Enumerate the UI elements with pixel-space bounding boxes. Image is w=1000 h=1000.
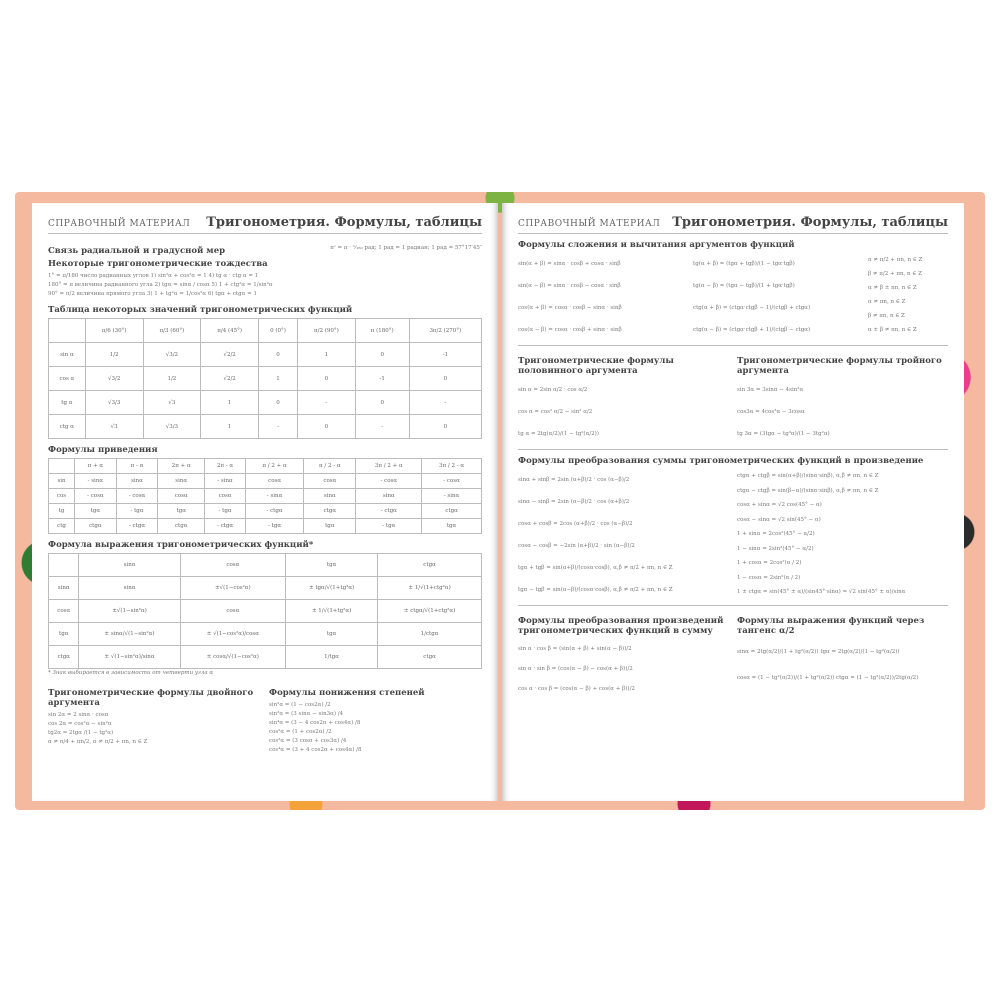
product-to-sum-list [518,639,729,699]
table-cell: - cosα [116,489,158,504]
section-title: Таблица некоторых значений тригонометрических функций [48,305,353,315]
table-cell: ctgα [158,519,205,534]
header-label: СПРАВОЧНЫЙ МАТЕРИАЛ [48,219,191,229]
table-header-cell: π - α [116,459,158,474]
table-header-cell [49,554,79,577]
table-cell: 0 [258,391,297,415]
table-cell: - sinα [245,489,303,504]
table-header-cell: cosα [180,554,285,577]
table-cell: - ctgα [205,519,246,534]
table-cell: - tgα [116,504,158,519]
table-cell: - [409,391,481,415]
table-header-cell: 3π / 2 - α [422,459,482,474]
table-cell: - cosα [75,489,117,504]
formula-line: 1 − sinα = 2sin²(45° − α/2) [737,545,814,552]
formula-line: tg(α − β) = (tgα − tgβ)/(1 + tgα·tgβ) [693,283,795,289]
table-cell: √3/3 [85,391,143,415]
table-cell: 0 [298,415,356,439]
table-cell: ± ctgα/√(1+ctg²α) [378,600,482,623]
table-cell: ± tgα/√(1+tg²α) [286,577,378,600]
table-row [49,519,482,534]
expression-table [48,553,482,669]
values-table [48,318,482,439]
table-row [49,489,482,504]
table-header-cell: 2π - α [205,459,246,474]
table-row [49,504,482,519]
table-cell: 1/2 [85,343,143,367]
sum-to-product-list [518,469,729,601]
table-cell: - cosα [356,474,422,489]
formula-line: ctg(α + β) = (ctgα·ctgβ − 1)/(ctgβ + ctgα) [693,305,811,311]
formula: πᶜ = π · ⁿ⁄₁₈₀ рад; 1 рад = 1 радиан; 1 рад = 57°17′45″ [330,245,482,251]
section-title: Формулы преобразования произведений тригонометрических функций в сумму [518,616,724,636]
formula-line: sin(α + β) = sinα · cosβ + cosα · sinβ [518,261,621,267]
table-cell: cosα [205,489,246,504]
formula-line: tgα + tgβ = sin(α+β)/(cosα·cosβ), α,β ≠ π/2 + πn, n ∈ Z [518,565,673,571]
half-arg-list [518,379,729,445]
section-title: Формулы преобразования суммы тригонометрических функций в произведение [518,456,924,466]
table-row [49,623,482,646]
table-cell: tgα [158,504,205,519]
table-cell: 1/ctgα [378,623,482,646]
table-cell: sinα [158,474,205,489]
table-cell: ctgα [378,646,482,669]
table-cell: ± sinα/√(1−sin²α) [79,623,180,646]
formula-line: cos⁴α = (3 + 4 cos2α + cos4α) /8 [269,747,362,753]
formula-line: α ≠ πn, n ∈ Z [868,299,906,305]
table-cell: 0 [409,415,481,439]
table-row [49,415,482,439]
table-cell: √3/2 [143,343,201,367]
right-page [502,203,964,801]
table-cell: cosα [49,600,79,623]
table-row [49,367,482,391]
table-cell: 0 [355,343,409,367]
table-cell: 1 [201,391,259,415]
double-arg-list [48,711,261,747]
table-header-cell: π/2 (90°) [298,319,356,343]
formula-line: sin α = 2sin α/2 · cos α/2 [518,387,588,393]
table-cell: - cosα [422,474,482,489]
table-cell: - sinα [75,474,117,489]
table-header-cell: 2π + α [158,459,205,474]
table-header-cell: 3π/2 (270°) [409,319,481,343]
table-header-cell: 3π / 2 + α [356,459,422,474]
table-cell: ± cosα/√(1−cos²α) [180,646,285,669]
tangent-addition-formulas [693,253,860,341]
section-title: Формулы сложения и вычитания аргументов функций [518,240,795,250]
formula-line: sinα − sinβ = 2sin (α−β)/2 · cos (α+β)/2 [518,499,630,505]
formula-line: tg 3α = (3tgα − tg³α)/(1 − 3tg²α) [737,431,830,437]
table-header-cell: π/4 (45°) [201,319,259,343]
formula-line: cos³α = (3 cosα + cos3α) /4 [269,738,347,744]
table-row [49,474,482,489]
table-header-cell: sinα [79,554,180,577]
table-cell: tgα [422,519,482,534]
formula-line: tgα − tgβ = sin(α−β)/(cosα·cosβ), α,β ≠ π/2 + πn, n ∈ Z [518,587,673,593]
header-label: СПРАВОЧНЫЙ МАТЕРИАЛ [518,219,661,229]
formula-line: α ≠ β ± πn, n ∈ Z [868,285,917,291]
formula-line: α ± β ≠ πn, n ∈ Z [868,327,917,333]
triple-arg-list [737,379,948,445]
formula-line: tg α = 2tg(α/2)/(1 − tg²(α/2)) [518,431,599,437]
table-cell: sin [49,474,75,489]
table-cell: √3/2 [85,367,143,391]
table-cell: - tgα [205,504,246,519]
table-cell: - sinα [205,474,246,489]
table-cell: ctgα [75,519,117,534]
section-title: Тригонометрические формулы половинного аргумента [518,356,674,376]
formula-line: cosα = (1 − tg²(α/2))/(1 + tg²(α/2)) ctgα = (1 − tg²(α/2))/2tg(α/2) [737,675,919,681]
conditions-list [868,253,948,341]
half-tangent-list [737,639,948,691]
formula-line: cos²α = (1 + cos2α) /2 [269,729,332,735]
table-cell: - [298,391,356,415]
table-header-cell: ctgα [378,554,482,577]
table-header-cell [49,319,86,343]
formula-line: sin 3α = 3sinα − 4sin³α [737,387,804,393]
table-cell: tgα [304,519,356,534]
formula-line: sin³α = (3 sinα − sin3α) /4 [269,711,344,717]
formula-line: tg(α + β) = (tgα + tgβ)/(1 − tgα·tgβ) [693,261,795,267]
table-cell: √2/2 [201,367,259,391]
footnote: * Знак выбирается в зависимости от четверти угла α [48,670,214,676]
formula-line: 1 + sinα = 2cos²(45° − α/2) [737,531,815,537]
table-header-cell: π / 2 - α [304,459,356,474]
formula-line: sin⁴α = (3 − 4 cos2α + cos4α) /8 [269,720,361,726]
table-cell: ctg α [49,415,86,439]
power-reduction-list [269,701,482,755]
table-header-cell: tgα [286,554,378,577]
formula-line: cos(α − β) = cosα · cosβ + sinα · sinβ [518,327,622,333]
section-title: Формулы понижения степеней [269,688,425,698]
formula-line: cosα − cosβ = −2sin (α+β)/2 · sin (α−β)/2 [518,543,635,549]
table-row [49,577,482,600]
table-cell: ctgα [422,504,482,519]
table-cell: tg [49,504,75,519]
table-cell: sinα [356,489,422,504]
formula-line: sinα + sinβ = 2sin (α+β)/2 · cos (α−β)/2 [518,477,630,483]
table-cell: cosα [158,489,205,504]
table-cell: - [355,415,409,439]
table-row [49,391,482,415]
table-header-cell: π / 2 + α [245,459,303,474]
formula-line: 180° = π величина радианного угла 2) tgα = sinα / cosα 5) 1 + ctg²α = 1/sin²α [48,282,273,288]
table-cell: - tgα [245,519,303,534]
section-title: Формула выражения тригонометрических функций* [48,540,314,550]
table-header-cell: π/3 (60°) [143,319,201,343]
table-header-cell: π/6 (30°) [85,319,143,343]
left-page [32,203,498,801]
formula-line: tg2α = 2tgα /(1 − tg²α) [48,730,114,736]
table-cell: 0 [409,367,481,391]
formula-line: sin²α = (1 − cos2α) /2 [269,702,331,708]
identities-list [48,272,482,299]
formula-line: 90° = π/2 величина прямого угла 3) 1 + tg²α = 1/cos²α 6) tgα + ctgα = 1 [48,291,257,297]
section-title: Связь радиальной и градусной мер [48,246,226,256]
header-title: Тригонометрия. Формулы, таблицы [206,215,482,230]
table-cell: cosα [304,474,356,489]
formula-line: ctg(α − β) = (ctgα·ctgβ + 1)/(ctgβ − ctgα) [693,327,811,333]
table-row [49,646,482,669]
formula-line: α ≠ π/4 + πn/2, α ≠ π/2 + πn, n ∈ Z [48,739,148,745]
table-cell: 1 [258,367,297,391]
table-header-cell: π + α [75,459,117,474]
formula-line: 1 ± ctgα = sin(45° ± α)/(sin45°·sinα) = √2 sin(45° ± α)/sinα [737,589,906,595]
table-cell: sinα [49,577,79,600]
table-cell: ctgα [49,646,79,669]
table-cell: 1 [298,343,356,367]
table-cell: cos [49,489,75,504]
formula-line: sin 2α = 2 sinα · cosα [48,712,109,718]
formula-line: β ≠ πn, n ∈ Z [868,313,905,319]
table-cell: tgα [75,504,117,519]
formula-line: sinα = 2tg(α/2)/(1 + tg²(α/2)) tgα = 2tg(α/2)/(1 − tg²(α/2)) [737,649,900,655]
table-cell: ± √(1−sin²α)/sinα [79,646,180,669]
table-cell: cosα [245,474,303,489]
table-cell: cos α [49,367,86,391]
table-cell: - tgα [356,519,422,534]
table-cell: 1/tgα [286,646,378,669]
table-header-cell: 0 (0°) [258,319,297,343]
formula-line: 1 + cosα = 2cos²(α / 2) [737,560,802,566]
section-title: Тригонометрические формулы двойного аргумента [48,688,254,708]
formula-line: sin α · sin β = (cos(α − β) − cos(α + β))/2 [518,666,633,672]
formula-line: ctgα + ctgβ = sin(α+β)/(sinα·sinβ), α,β ≠ πn, n ∈ Z [737,473,879,479]
formula-line: ctgα − ctgβ = sin(β−α)/(sinα·sinβ), α,β ≠ πn, n ∈ Z [737,487,879,494]
formula-line: cos 2α = cos²α − sin²α [48,721,112,727]
table-cell: ± 1/√(1+tg²α) [286,600,378,623]
table-row [49,343,482,367]
table-cell: 0 [355,391,409,415]
table-cell: tgα [286,623,378,646]
formula-line: cosα + cosβ = 2cos (α+β)/2 · cos (α−β)/2 [518,521,633,527]
table-cell: sinα [116,474,158,489]
table-cell: cosα [180,600,285,623]
table-cell: -1 [355,367,409,391]
formula-line: sin(α − β) = sinα · cosβ − cosα · sinβ [518,283,621,289]
formula-line: sin α · cos β = (sin(α + β) + sin(α − β))/2 [518,646,632,652]
section-title: Тригонометрические формулы тройного аргумента [737,356,942,376]
table-header-cell [49,459,75,474]
table-cell: √2/2 [201,343,259,367]
formula-line: cos3α = 4cos³α − 3cosα [737,409,805,415]
table-cell: - ctgα [245,504,303,519]
table-cell: - [258,415,297,439]
table-cell: sin α [49,343,86,367]
formula-line: 1 − cosα = 2sin²(α / 2) [737,574,801,581]
formula-line: π ≠ π/2 + πn, n ∈ Z [868,257,923,263]
table-cell: - ctgα [356,504,422,519]
table-cell: ±√(1−cos²α) [180,577,285,600]
addition-formulas [518,253,685,341]
header-title: Тригонометрия. Формулы, таблицы [672,215,948,230]
table-cell: 0 [298,367,356,391]
divider [518,605,948,606]
table-cell: 1 [201,415,259,439]
formula-line: cos α = cos² α/2 − sin² α/2 [518,409,593,415]
formula-line: cosα − sinα = √2 sin(45° − α) [737,516,821,523]
table-cell: √3/3 [143,415,201,439]
table-cell: ±√(1−sin²α) [79,600,180,623]
table-cell: tgα [49,623,79,646]
section-title: Формулы выражения функций через тангенс α/2 [737,616,925,636]
table-cell: ctg [49,519,75,534]
page-header [518,215,948,234]
page-header [48,215,482,234]
formula-line: β ≠ π/2 + πn, n ∈ Z [868,271,922,277]
table-cell: tg α [49,391,86,415]
table-cell: √3 [85,415,143,439]
section-title: Некоторые тригонометрические тождества [48,259,268,269]
table-cell: -1 [409,343,481,367]
table-cell: 1/2 [143,367,201,391]
table-cell: - sinα [422,489,482,504]
table-header-cell: π (180°) [355,319,409,343]
formula-line: cos α · cos β = (cos(α − β) + cos(α + β))/2 [518,686,635,692]
table-cell: sinα [79,577,180,600]
table-cell: √3 [143,391,201,415]
table-cell: ctgα [304,504,356,519]
table-cell: - ctgα [116,519,158,534]
table-cell: ± √(1−cos²α)/cosα [180,623,285,646]
formula-line: 1° = π/180 число радианных углов 1) sin²α + cos²α = 1 4) tg α · ctg α = 1 [48,273,259,279]
formula-line: cosα + sinα = √2 cos(45° − α) [737,502,822,508]
table-cell: ± 1/√(1+ctg²α) [378,577,482,600]
table-cell: 0 [258,343,297,367]
divider [518,449,948,450]
table-cell: sinα [304,489,356,504]
reduction-table [48,458,482,534]
table-row [49,600,482,623]
divider [518,345,948,346]
formula-line: cos(α + β) = cosα · cosβ − sinα · sinβ [518,305,622,311]
section-title: Формулы приведения [48,445,158,455]
sum-to-product-list-2 [737,469,948,601]
